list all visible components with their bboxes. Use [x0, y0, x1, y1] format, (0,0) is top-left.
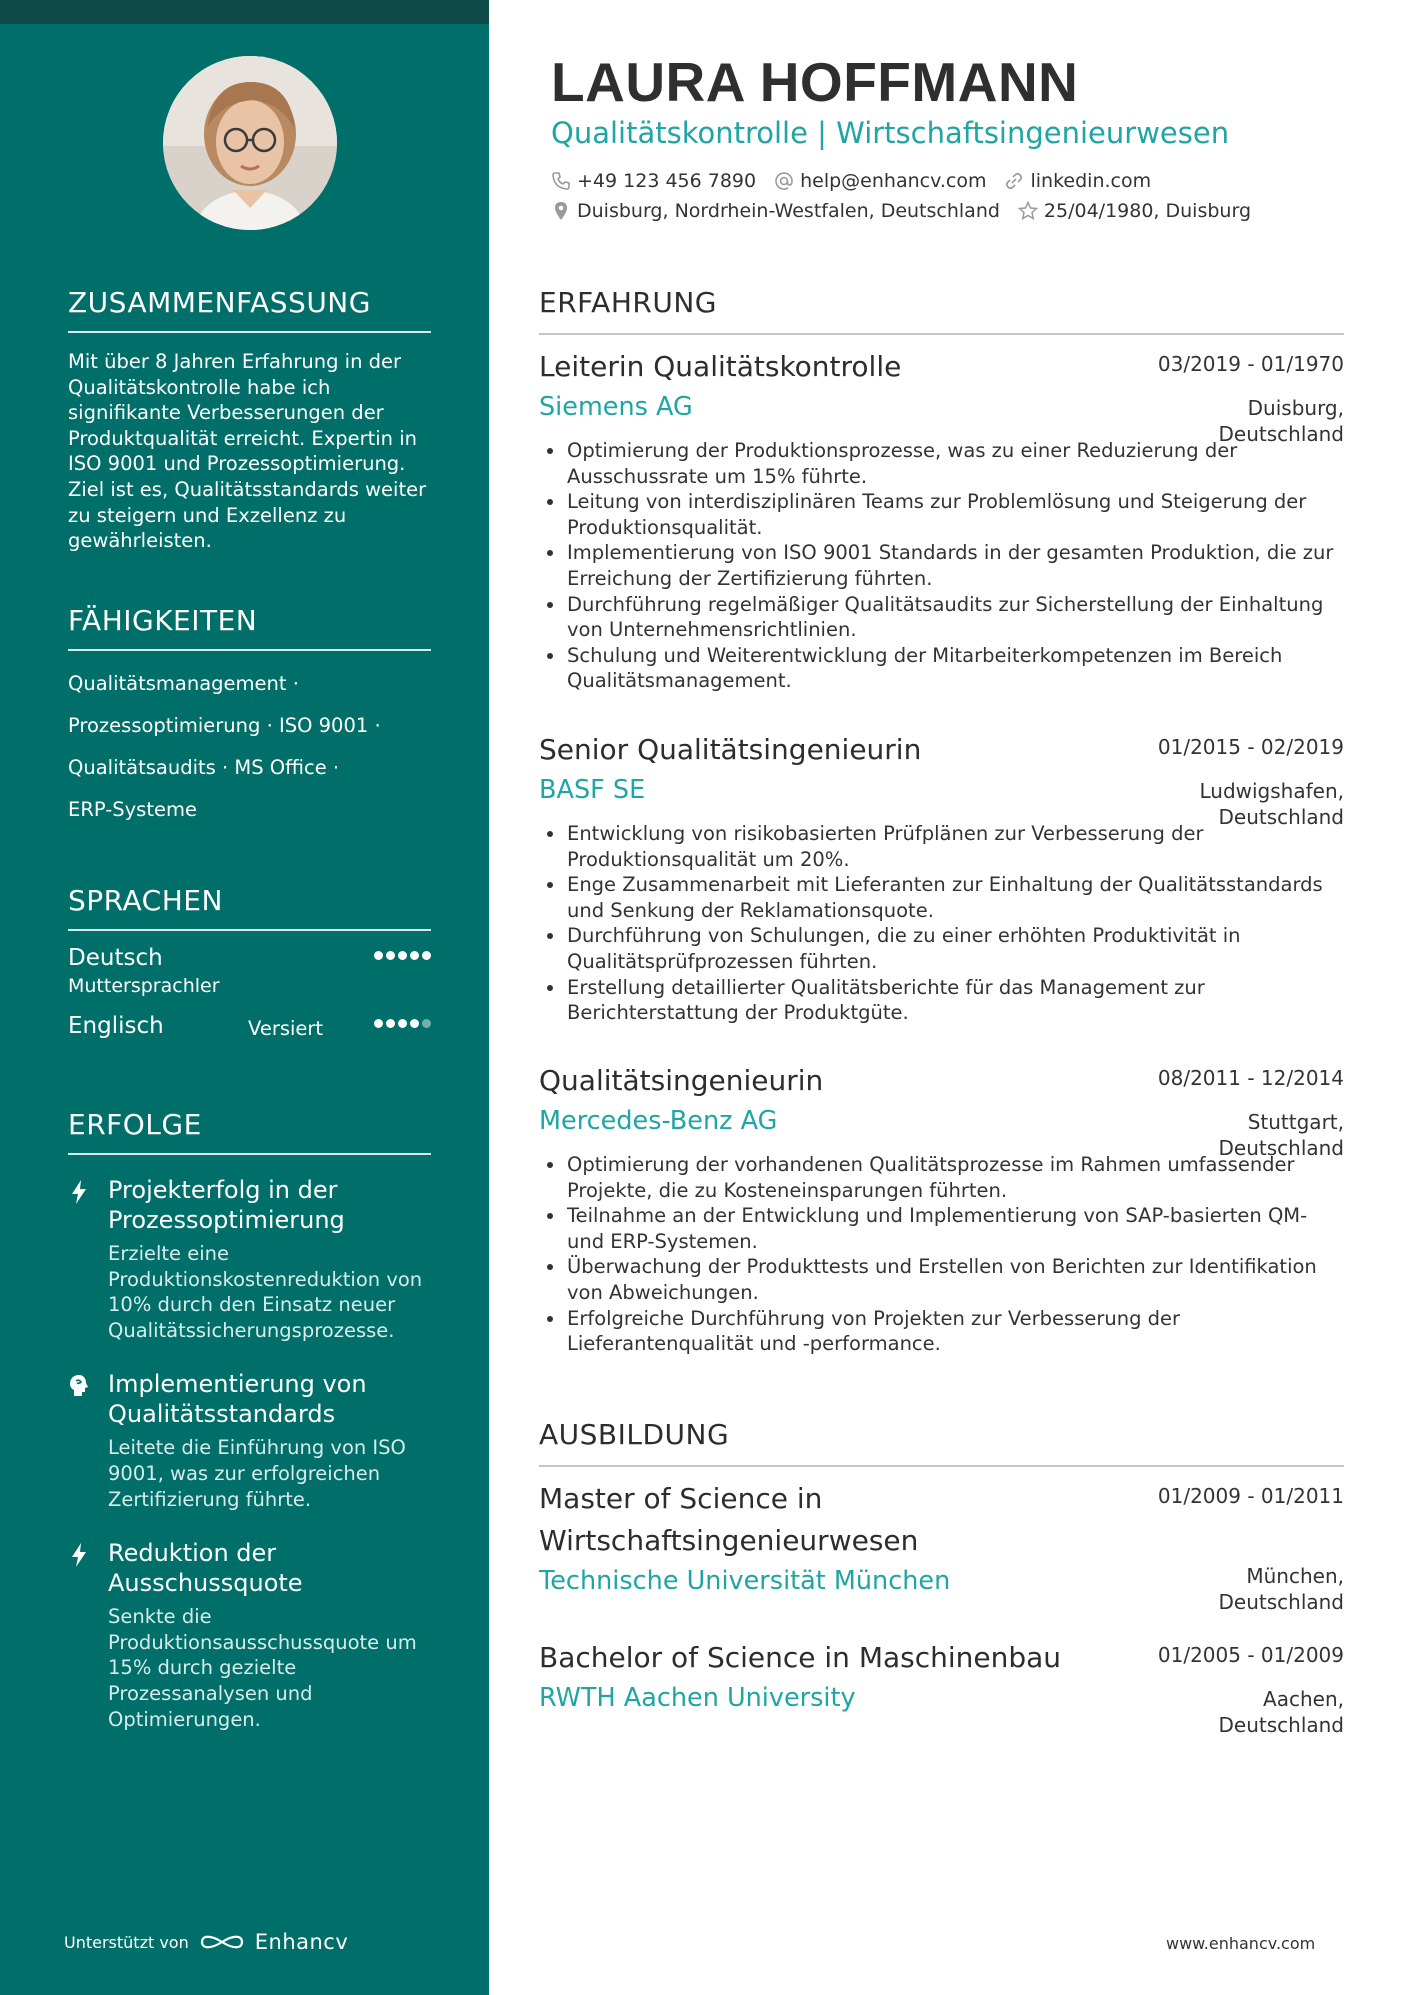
footer-url[interactable]: www.enhancv.com: [1166, 1934, 1316, 1953]
contact-row-1: [551, 170, 1151, 192]
job-bullet: Teilnahme an der Entwicklung und Implementierung von SAP-basierten QM- und ERP-Systemen.: [567, 1203, 1344, 1254]
job-title: Qualitätsingenieurin: [539, 1064, 824, 1097]
language-level: Muttersprachler: [68, 975, 220, 997]
job-date: 03/2019 - 01/1970: [1157, 352, 1344, 376]
job-entry: [539, 733, 1344, 1026]
phone-icon: [551, 171, 571, 191]
achievement-desc: Senkte die Produktionsausschussquote um 15% durch gezielte Prozessanalysen und Optimierungen.: [108, 1605, 417, 1731]
sidebar: [0, 0, 489, 1995]
powered-by: [64, 1930, 348, 1954]
job-bullet: Enge Zusammenarbeit mit Lieferanten zur Einhaltung der Qualitätsstandards und Senkung der Reklamationsquote.: [567, 872, 1344, 923]
education-entry: [539, 1641, 1344, 1737]
job-bullets: [539, 821, 1344, 1026]
rating-dot: [398, 1019, 407, 1028]
degree-title-line1: Master of Science in: [539, 1482, 823, 1515]
skills-title: FÄHIGKEITEN: [68, 604, 431, 651]
powered-label: Unterstützt von: [64, 1932, 189, 1952]
job-title: Senior Qualitätsingenieurin: [539, 733, 922, 766]
location-pin-icon: [551, 201, 571, 221]
language-name: Englisch: [68, 1013, 164, 1039]
skill-line: Qualitätsaudits · MS Office ·: [68, 756, 340, 779]
job-bullet: Überwachung der Produkttests und Erstellen von Berichten zur Identifikation von Abweichungen.: [567, 1254, 1344, 1305]
education-date: 01/2005 - 01/2009: [1157, 1643, 1344, 1667]
achievement-desc: Leitete die Einführung von ISO 9001, was zur erfolgreichen Zertifizierung führte.: [108, 1436, 406, 1511]
education-date: 01/2009 - 01/2011: [1157, 1484, 1344, 1508]
education-location-country: Deutschland: [1218, 1589, 1344, 1614]
rating-dot: [410, 951, 419, 960]
skill-line: Prozessoptimierung · ISO 9001 ·: [68, 714, 381, 737]
job-title: Leiterin Qualitätskontrolle: [539, 350, 902, 383]
summary-section: [68, 286, 431, 554]
sidebar-top-bar: [0, 0, 489, 24]
achievement-item: [68, 1175, 431, 1343]
job-bullet: Optimierung der vorhandenen Qualitätsprozesse im Rahmen umfassender Projekte, die zu Kosteneinsparungen führten.: [567, 1152, 1344, 1203]
phone-text: +49 123 456 7890: [577, 170, 757, 192]
education-location: [1219, 1687, 1345, 1738]
job-bullet: Leitung von interdisziplinären Teams zur Problemlösung und Steigerung der Produktionsqualität.: [567, 489, 1344, 540]
rating-dot: [374, 1019, 383, 1028]
job-location-city: Ludwigshafen,: [1199, 779, 1344, 803]
job-bullet: Implementierung von ISO 9001 Standards in der gesamten Produktion, die zur Erreichung der Zertifizierung führten.: [567, 540, 1344, 591]
achievement-item: [68, 1369, 431, 1512]
contact-email[interactable]: [774, 170, 986, 192]
achievement-title: Projekterfolg in der Prozessoptimierung: [108, 1176, 345, 1234]
language-row-deutsch: [68, 945, 431, 1001]
job-entry: [539, 350, 1344, 694]
enhancv-brand: Enhancv: [254, 1930, 349, 1954]
job-bullet: Entwicklung von risikobasierten Prüfplänen zur Verbesserung der Produktionsqualität um 20%.: [567, 821, 1344, 872]
job-date: 01/2015 - 02/2019: [1157, 735, 1344, 759]
achievement-title: Reduktion der Ausschussquote: [108, 1539, 303, 1598]
job-date: 08/2011 - 12/2014: [1157, 1066, 1344, 1090]
job-location-country: Deutschland: [1218, 804, 1344, 829]
contact-location: [551, 200, 1000, 222]
achievements-title: ERFOLGE: [68, 1108, 431, 1155]
achievement-desc: Erzielte eine Produktionskostenreduktion von 10% durch den Einsatz neuer Qualitätssicherungsprozesse.: [108, 1242, 423, 1342]
job-location-city: Duisburg,: [1247, 396, 1344, 420]
birth-text: 25/04/1980, Duisburg: [1043, 200, 1252, 222]
job-bullet: Schulung und Weiterentwicklung der Mitarbeiterkompetenzen im Bereich Qualitätsmanagement.: [567, 643, 1344, 694]
job-company: Siemens AG: [539, 392, 693, 422]
job-bullet: Optimierung der Produktionsprozesse, was zu einer Reduzierung der Ausschussrate um 15% führte.: [567, 438, 1344, 489]
skill-line: ERP-Systeme: [68, 798, 197, 821]
skills-section: [68, 604, 431, 831]
job-bullet: Durchführung regelmäßiger Qualitätsaudits zur Sicherstellung der Einhaltung von Unternehmensrichtlinien.: [567, 592, 1344, 643]
school-name: RWTH Aachen University: [539, 1683, 856, 1713]
rating-dot: [374, 951, 383, 960]
summary-title: ZUSAMMENFASSUNG: [68, 286, 431, 333]
languages-title: SPRACHEN: [68, 884, 431, 931]
job-location-country: Deutschland: [1218, 421, 1344, 446]
job-company: BASF SE: [539, 775, 646, 805]
language-name: Deutsch: [68, 945, 163, 971]
skill-line: Qualitätsmanagement ·: [68, 672, 299, 695]
skills-list: [68, 663, 431, 831]
rating-dot-empty: [422, 1019, 431, 1028]
school-name: Technische Universität München: [539, 1566, 951, 1596]
bolt-icon: [68, 1179, 90, 1205]
link-icon: [1004, 171, 1024, 191]
job-bullet: Erstellung detaillierter Qualitätsberichte für das Management zur Berichterstattung der Produktgüte.: [567, 975, 1344, 1026]
email-text[interactable]: help@enhancv.com: [800, 170, 987, 192]
education-title: AUSBILDUNG: [539, 1418, 1344, 1467]
language-level: Versiert: [248, 1017, 324, 1040]
rating-dot: [422, 951, 431, 960]
job-bullets: [539, 1152, 1344, 1357]
achievement-item: [68, 1538, 431, 1732]
location-text: Duisburg, Nordrhein-Westfalen, Deutschland: [577, 200, 1000, 222]
at-icon: [774, 171, 794, 191]
rating-dot: [410, 1019, 419, 1028]
language-rating: [374, 1019, 431, 1028]
candidate-name: LAURA HOFFMANN: [551, 51, 1079, 113]
education-entry: [539, 1482, 1344, 1614]
profile-photo: [163, 56, 337, 230]
language-rating: [374, 951, 431, 960]
candidate-subtitle: Qualitätskontrolle | Wirtschaftsingenieurwesen: [551, 116, 1230, 150]
contact-birth: [1018, 200, 1251, 222]
contact-phone: [551, 170, 756, 192]
rating-dot: [398, 951, 407, 960]
star-icon: [1018, 201, 1038, 221]
education-location-city: München,: [1246, 1564, 1344, 1588]
education-location-city: Aachen,: [1263, 1687, 1344, 1711]
job-bullet: Erfolgreiche Durchführung von Projekten zur Verbesserung der Lieferantenqualität und -performance.: [567, 1306, 1344, 1357]
rating-dot: [386, 1019, 395, 1028]
rating-dot: [386, 951, 395, 960]
languages-section: [68, 884, 431, 1069]
language-row-englisch: [68, 1013, 431, 1069]
education-location-country: Deutschland: [1218, 1712, 1344, 1737]
enhancv-logo-icon: [199, 1931, 245, 1953]
linkedin-text[interactable]: linkedin.com: [1030, 170, 1152, 192]
education-location: [1219, 1564, 1345, 1615]
job-location-country: Deutschland: [1218, 1135, 1344, 1160]
job-bullet: Durchführung von Schulungen, die zu einer erhöhten Produktivität in Qualitätsprüfprozessen führten.: [567, 923, 1344, 974]
achievement-title: Implementierung von Qualitätsstandards: [108, 1370, 367, 1429]
experience-title: ERFAHRUNG: [539, 286, 1344, 335]
bolt-icon: [68, 1542, 90, 1568]
degree-title-line2: Wirtschaftsingenieurwesen: [539, 1524, 919, 1557]
contact-row-2: [551, 200, 1251, 222]
job-location-city: Stuttgart,: [1247, 1110, 1344, 1134]
job-company: Mercedes-Benz AG: [539, 1106, 778, 1136]
brain-icon: [68, 1373, 90, 1399]
job-entry: [539, 1064, 1344, 1357]
summary-text: Mit über 8 Jahren Erfahrung in der Qualitätskontrolle habe ich signifikante Verbesserungen der Produktqualität erreicht. Expertin in ISO 9001 und Prozessoptimierung. Ziel ist es, Qualitätsstandards weiter zu steigern und Exzellenz zu gewährleisten.: [68, 350, 427, 553]
achievements-section: [68, 1108, 431, 1732]
contact-linkedin[interactable]: [1004, 170, 1151, 192]
degree-title: Bachelor of Science in Maschinenbau: [539, 1641, 1062, 1674]
job-bullets: [539, 438, 1344, 694]
